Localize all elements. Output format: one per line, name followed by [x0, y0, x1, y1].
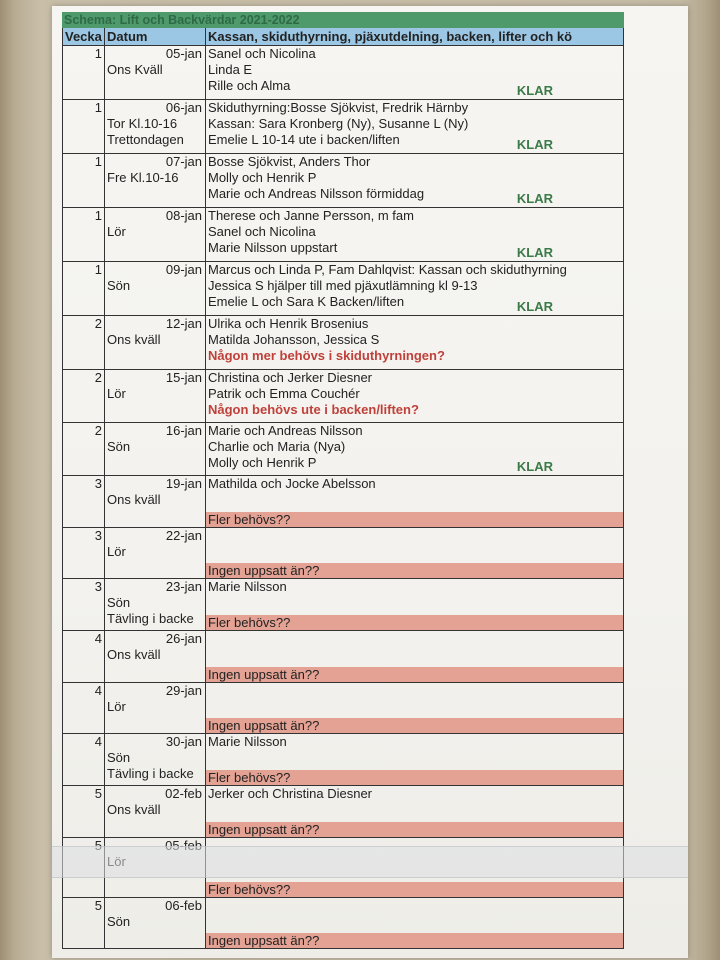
day-text: Tävling i backe [107, 766, 194, 781]
assignment-cell [206, 423, 623, 475]
schedule-table [62, 12, 624, 949]
assignment-cell [206, 683, 623, 733]
assignment-cell [206, 370, 623, 422]
date-text: 02-feb [165, 786, 202, 801]
table-row [62, 316, 624, 370]
assignment-cell [206, 898, 623, 948]
day-text: Sön [107, 439, 131, 454]
day-text: Sön [107, 750, 131, 765]
date-cell [105, 528, 206, 578]
date-cell [105, 208, 206, 261]
date-cell [105, 370, 206, 422]
date-cell [105, 683, 206, 733]
week-cell: 4 [63, 683, 105, 733]
assignment-cell [206, 100, 623, 153]
assignment-line: Emelie L 10-14 ute i backen/liften [208, 132, 400, 147]
date-text: 06-feb [165, 898, 202, 913]
status-need: Någon mer behövs i skiduthyrningen? [208, 348, 445, 363]
week-cell: 4 [63, 631, 105, 682]
table-body [62, 46, 624, 949]
assignment-cell [206, 262, 623, 315]
day-text: Lör [107, 224, 126, 239]
table-row [62, 786, 624, 838]
assignment-line: Linda E [208, 62, 253, 77]
day-text: Lör [107, 699, 126, 714]
assignment-cell [206, 528, 623, 578]
date-text: 09-jan [165, 262, 202, 277]
week-cell: 5 [63, 898, 105, 948]
assignment-line: Charlie och Maria (Nya) [208, 439, 346, 454]
date-text: 23-jan [165, 579, 202, 594]
week-cell: 2 [63, 316, 105, 369]
table-row [62, 154, 624, 208]
table-row [62, 370, 624, 423]
date-text: 26-jan [165, 631, 202, 646]
assignment-line: Marie Nilsson [208, 734, 287, 749]
assignment-line: Sanel och Nicolina [208, 224, 316, 239]
date-text: 08-jan [165, 208, 202, 223]
table-row [62, 631, 624, 683]
status-bar: Fler behövs?? [206, 770, 623, 785]
assignment-line: Marie Nilsson [208, 579, 287, 594]
status-klar: KLAR [516, 137, 553, 152]
assignment-line: Sanel och Nicolina [208, 46, 316, 61]
date-cell [105, 316, 206, 369]
assignment-line: Molly och Henrik P [208, 170, 317, 185]
status-klar: KLAR [516, 83, 553, 98]
day-text: Tävling i backe [107, 611, 194, 626]
date-text: 15-jan [165, 370, 202, 385]
week-cell: 3 [63, 528, 105, 578]
assignment-cell [206, 786, 623, 837]
status-bar: Ingen uppsatt än?? [206, 933, 623, 948]
status-klar: KLAR [516, 459, 553, 474]
day-text: Sön [107, 914, 131, 929]
week-cell: 1 [63, 262, 105, 315]
assignment-cell [206, 46, 623, 99]
day-text: Trettondagen [107, 132, 184, 147]
week-cell: 1 [63, 46, 105, 99]
table-title: Schema: Lift och Backvärdar 2021-2022 [62, 12, 624, 28]
table-row [62, 46, 624, 100]
table-row [62, 579, 624, 631]
week-cell: 5 [63, 786, 105, 837]
assignment-cell [206, 476, 623, 527]
table-row [62, 423, 624, 476]
day-text: Lör [107, 386, 126, 401]
table-row [62, 262, 624, 316]
date-cell [105, 898, 206, 948]
status-klar: KLAR [516, 245, 553, 260]
table-row [62, 734, 624, 786]
assignment-line: Jessica S hjälper till med pjäxutlämning kl 9-13 [208, 278, 478, 293]
assignment-line: Ulrika och Henrik Brosenius [208, 316, 369, 331]
date-text: 05-jan [165, 46, 202, 61]
assignment-line: Christina och Jerker Diesner [208, 370, 373, 385]
table-row [62, 528, 624, 579]
day-text: Ons kväll [107, 647, 161, 662]
status-bar: Fler behövs?? [206, 512, 623, 527]
assignment-cell [206, 734, 623, 785]
status-bar: Ingen uppsatt än?? [206, 822, 623, 837]
date-cell [105, 262, 206, 315]
assignment-line: Therese och Janne Persson, m fam [208, 208, 414, 223]
header-datum: Datum [105, 28, 206, 45]
status-bar: Ingen uppsatt än?? [206, 563, 623, 578]
status-bar: Ingen uppsatt än?? [206, 718, 623, 733]
tape-strip [52, 846, 688, 878]
day-text: Ons Kväll [107, 62, 163, 77]
date-cell [105, 579, 206, 630]
assignment-line: Emelie L och Sara K Backen/liften [208, 294, 405, 309]
assignment-cell [206, 631, 623, 682]
day-text: Sön [107, 278, 131, 293]
table-row [62, 100, 624, 154]
date-cell [105, 734, 206, 785]
week-cell: 3 [63, 579, 105, 630]
date-cell [105, 631, 206, 682]
status-bar: Ingen uppsatt än?? [206, 667, 623, 682]
assignment-cell [206, 316, 623, 369]
status-need: Någon behövs ute i backen/liften? [208, 402, 419, 417]
assignment-line: Patrik och Emma Couchér [208, 386, 360, 401]
date-text: 30-jan [165, 734, 202, 749]
table-row [62, 476, 624, 528]
date-text: 06-jan [165, 100, 202, 115]
day-text: Ons kväll [107, 802, 161, 817]
week-cell: 1 [63, 100, 105, 153]
date-text: 12-jan [165, 316, 202, 331]
assignment-line: Bosse Sjökvist, Anders Thor [208, 154, 371, 169]
assignment-cell [206, 208, 623, 261]
assignment-line: Marie och Andreas Nilsson [208, 423, 363, 438]
week-cell: 1 [63, 154, 105, 207]
assignment-line: Mathilda och Jocke Abelsson [208, 476, 376, 491]
week-cell: 4 [63, 734, 105, 785]
assignment-line: Molly och Henrik P [208, 455, 317, 470]
date-text: 22-jan [165, 528, 202, 543]
day-text: Ons kväll [107, 492, 161, 507]
assignment-line: Kassan: Sara Kronberg (Ny), Susanne L (Ny) [208, 116, 469, 131]
week-cell: 1 [63, 208, 105, 261]
status-klar: KLAR [516, 191, 553, 206]
status-bar: Fler behövs?? [206, 615, 623, 630]
date-cell [105, 154, 206, 207]
assignment-line: Rille och Alma [208, 78, 291, 93]
date-text: 16-jan [165, 423, 202, 438]
date-cell [105, 786, 206, 837]
date-cell [105, 476, 206, 527]
week-cell: 2 [63, 370, 105, 422]
table-row [62, 683, 624, 734]
table-header [62, 28, 624, 46]
header-vecka: Vecka [63, 28, 105, 45]
assignment-cell [206, 579, 623, 630]
week-cell: 3 [63, 476, 105, 527]
assignment-line: Marie och Andreas Nilsson förmiddag [208, 186, 425, 201]
status-klar: KLAR [516, 299, 553, 314]
date-text: 19-jan [165, 476, 202, 491]
header-description: Kassan, skiduthyrning, pjäxutdelning, backen, lifter och kö [208, 29, 573, 44]
assignment-line: Skiduthyrning:Bosse Sjökvist, Fredrik Härnby [208, 100, 469, 115]
day-text: Sön [107, 595, 131, 610]
date-cell [105, 100, 206, 153]
assignment-line: Jerker och Christina Diesner [208, 786, 373, 801]
assignment-line: Matilda Johansson, Jessica S [208, 332, 380, 347]
assignment-cell [206, 154, 623, 207]
day-text: Ons kväll [107, 332, 161, 347]
assignment-line: Marie Nilsson uppstart [208, 240, 338, 255]
date-text: 29-jan [165, 683, 202, 698]
table-row [62, 208, 624, 262]
assignment-line: Marcus och Linda P, Fam Dahlqvist: Kassan och skiduthyrning [208, 262, 567, 277]
day-text: Fre Kl.10-16 [107, 170, 179, 185]
day-text: Lör [107, 544, 126, 559]
date-text: 07-jan [165, 154, 202, 169]
date-cell [105, 46, 206, 99]
week-cell: 2 [63, 423, 105, 475]
status-bar: Fler behövs?? [206, 882, 623, 897]
day-text: Tor Kl.10-16 [107, 116, 178, 131]
table-row [62, 898, 624, 949]
date-cell [105, 423, 206, 475]
